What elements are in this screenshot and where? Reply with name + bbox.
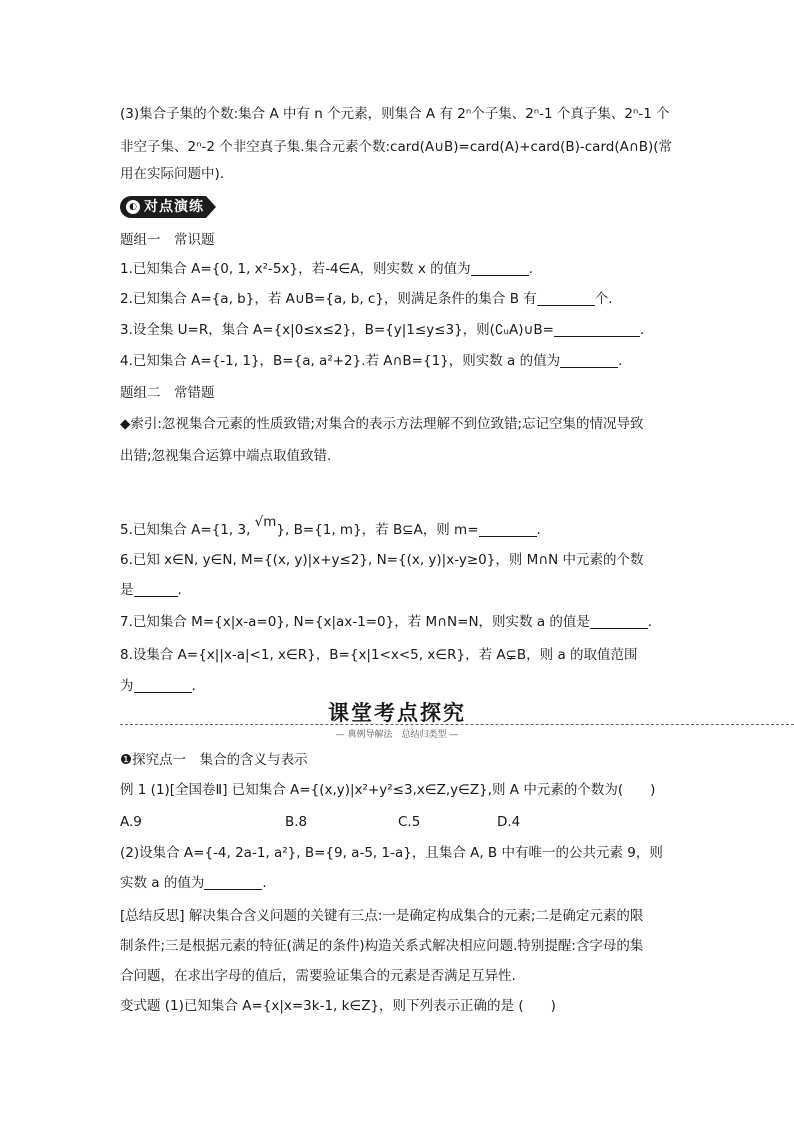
question-8-text: 为: [120, 678, 134, 694]
para3-line1: (3)集合子集的个数:集合 A 中有 n 个元素，则集合 A 有 2ⁿ个子集、2ⁿ-1 个真子集、2ⁿ-1 个: [120, 106, 670, 122]
question-5-end: .: [536, 522, 541, 538]
question-6-line-2: [120, 580, 182, 600]
answer-blank[interactable]: [479, 522, 537, 537]
question-7-text: 7.已知集合 M={x|x-a=0}, N={x|ax-1=0}，若 M∩N=N，则实数 a 的值是: [120, 614, 590, 630]
summary-line-3: 合问题，在求出字母的值后，需要验证集合的元素是否满足互异性.: [120, 968, 516, 984]
question-2-end: 个.: [594, 291, 613, 307]
para3-line3: 用在实际问题中).: [120, 166, 225, 182]
group2-title: 题组二 常错题: [120, 385, 215, 401]
question-5-text-b: }, B={1, m}，若 B⊆A，则 m=: [276, 522, 479, 538]
answer-blank[interactable]: [204, 875, 262, 890]
summary-line-1: [总结反思] 解决集合含义问题的关键有三点:一是确定构成集合的元素;二是确定元素的限: [120, 908, 644, 924]
option-a[interactable]: A.9: [120, 814, 142, 830]
question-6-end: .: [177, 582, 182, 598]
answer-blank[interactable]: [471, 261, 529, 276]
option-b[interactable]: B.8: [285, 814, 308, 830]
summary-line-2: 制条件;三是根据元素的特征(满足的条件)构造关系式解决相应问题.特别提醒:含字母的集: [120, 938, 644, 954]
answer-blank[interactable]: [134, 582, 178, 597]
answer-blank[interactable]: [134, 678, 192, 693]
answer-blank[interactable]: [590, 614, 648, 629]
question-3-end: .: [639, 322, 645, 338]
index-line-1: ◆索引:忽视集合元素的性质致错;对集合的表示方法理解不到位致错;忘记空集的情况导致: [120, 416, 644, 432]
question-4-end: .: [618, 353, 623, 369]
question-7-end: .: [647, 614, 653, 630]
section-divider: [120, 724, 794, 725]
question-3: [120, 320, 644, 340]
example-1-2-text: 实数 a 的值为: [120, 875, 205, 891]
question-8-line-2: [120, 676, 196, 696]
sqrt-m: √m: [254, 514, 277, 530]
question-4-text: 4.已知集合 A={-1, 1}，B={a, a²+2}.若 A∩B={1}，则实数 a 的值为: [120, 353, 561, 369]
badge-arrow: [206, 196, 216, 218]
question-1-text: 1.已知集合 A={0, 1, x²-5x}，若-4∈A，则实数 x 的值为: [120, 261, 471, 277]
question-1-end: .: [528, 261, 533, 277]
question-6-line-1: 6.已知 x∈N, y∈N, M={(x, y)|x+y≤2}, N={(x, y)|x-y≥0}，则 M∩N 中元素的个数: [120, 552, 644, 568]
answer-blank[interactable]: [560, 353, 618, 368]
question-2: [120, 289, 613, 309]
badge-label: 对点演练: [144, 199, 204, 215]
question-5-text-a: 5.已知集合 A={1, 3,: [120, 522, 255, 538]
option-c[interactable]: C.5: [398, 814, 421, 830]
answer-blank[interactable]: [537, 291, 595, 306]
example-1-2-line-1: (2)设集合 A={-4, 2a-1, a²}, B={9, a-5, 1-a}，且集合 A, B 中有唯一的公共元素 9，则: [120, 845, 663, 861]
practice-badge: [120, 196, 216, 218]
question-6-text: 是: [120, 582, 134, 598]
question-4: [120, 351, 622, 371]
example-1-question: 例 1 (1)[全国卷Ⅱ] 已知集合 A={(x,y)|x²+y²≤3,x∈Z,y∈Z},则 A 中元素的个数为( ): [120, 782, 656, 798]
question-8-line-1: 8.设集合 A={x||x-a|<1, x∈R}，B={x|1<x<5, x∈R}，若 A⊊B，则 a 的取值范围: [120, 647, 638, 663]
question-1: [120, 259, 533, 279]
question-7: [120, 612, 652, 632]
example-1-2-line-2: [120, 873, 267, 893]
question-2-text: 2.已知集合 A={a, b}，若 A∪B={a, b, c}，则满足条件的集合 B 有: [120, 291, 537, 307]
example-1-2-end: .: [262, 875, 267, 891]
group1-title: 题组一 常识题: [120, 232, 215, 248]
variant-question: 变式题 (1)已知集合 A={x|x=3k-1, k∈Z}，则下列表示正确的是 ( ): [120, 998, 556, 1014]
section-subtitle: — 典例导解法 总结归类型 —: [335, 730, 459, 740]
section-title: 课堂考点探究: [328, 701, 466, 725]
index-line-2: 出错;忽视集合运算中端点取值致错.: [120, 448, 332, 464]
play-icon: ◐: [126, 200, 140, 214]
question-8-end: .: [191, 678, 196, 694]
option-d[interactable]: D.4: [497, 814, 521, 830]
answer-blank[interactable]: [554, 322, 640, 337]
para3-line2: 非空子集、2ⁿ-2 个非空真子集.集合元素个数:card(A∪B)=card(A)+card(B)-card(A∩B)(常: [120, 139, 673, 155]
question-3-text: 3.设全集 U=R，集合 A={x|0≤x≤2}，B={y|1≤y≤3}，则(∁ᵤA)∪B=: [120, 322, 554, 338]
question-5: [120, 514, 541, 540]
point1-title: ❶探究点一 集合的含义与表示: [120, 752, 308, 768]
